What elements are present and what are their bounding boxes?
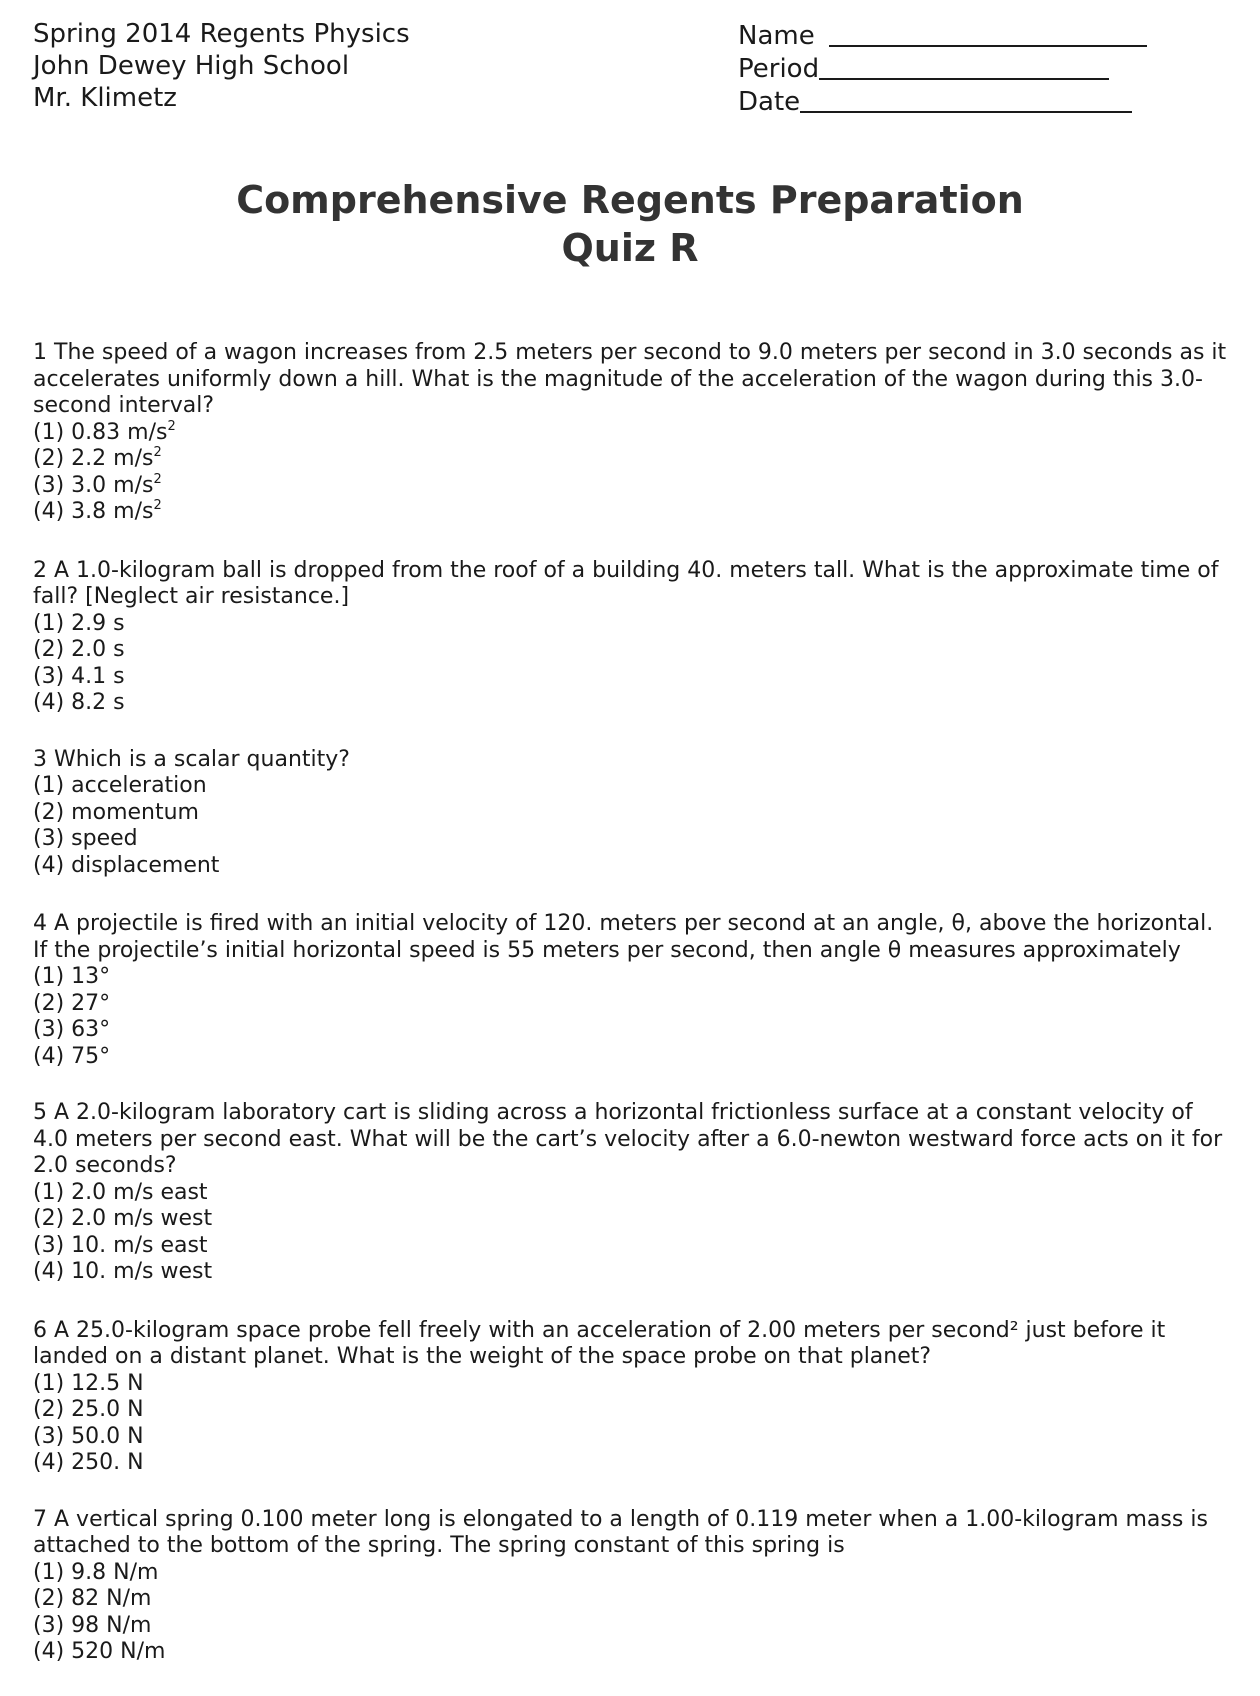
choice-text: acceleration	[71, 773, 207, 798]
answer-choice	[33, 1259, 1228, 1286]
choice-label: (3)	[33, 663, 65, 689]
answer-choice	[33, 1450, 1228, 1477]
question-text: A vertical spring 0.100 meter long is elongated to a length of 0.119 meter when a 1.00-kilogram mass is attached to the bottom of the spring. The spring constant of this spring is	[33, 1506, 1215, 1558]
answer-choice	[33, 664, 1228, 691]
choice-label: (3)	[33, 826, 65, 851]
choice-text: 10. m/s west	[71, 1259, 213, 1284]
choice-label: (2)	[33, 990, 65, 1016]
choice-text: 2.0 m/s west	[71, 1206, 213, 1231]
choice-text: 0.83 m/s	[71, 419, 168, 445]
period-label: Period	[738, 54, 820, 84]
answer-choice	[33, 473, 1228, 500]
question-2	[33, 558, 1228, 717]
choice-text: 25.0 N	[71, 1397, 144, 1422]
choice-text: 4.1 s	[71, 663, 125, 689]
question-stem	[33, 1100, 1228, 1180]
quiz-title	[0, 176, 1260, 272]
unit-exponent: 2	[153, 471, 162, 487]
question-1	[33, 340, 1234, 526]
choice-label: (1)	[33, 1370, 65, 1396]
choice-label: (1)	[33, 964, 65, 989]
question-text: Which is a scalar quantity?	[54, 746, 350, 772]
choice-text: 12.5 N	[71, 1370, 144, 1396]
answer-choice	[33, 853, 1228, 880]
choice-label: (1)	[33, 1179, 65, 1205]
choice-label: (4)	[33, 499, 65, 524]
answer-choice	[33, 499, 1228, 526]
choice-label: (3)	[33, 472, 65, 498]
date-label: Date	[738, 87, 801, 117]
choice-text: 98 N/m	[71, 1612, 152, 1638]
question-list	[33, 340, 1234, 1666]
question-stem	[33, 340, 1234, 420]
answer-choice	[33, 446, 1228, 473]
question-text: A 1.0-kilogram ball is dropped from the roof of a building 40. meters tall. What is the approximate time of fall? [Neglect air resistance.]	[33, 557, 1226, 609]
answer-choice	[33, 964, 1228, 991]
school-name: John Dewey High School	[33, 51, 350, 81]
choice-label: (3)	[33, 1423, 65, 1449]
question-7	[33, 1507, 1228, 1666]
choice-text: 2.0 m/s east	[71, 1179, 208, 1205]
choice-label: (2)	[33, 1586, 65, 1611]
choice-text: 3.8 m/s	[71, 499, 154, 524]
student-info-fields	[738, 20, 1147, 119]
question-stem	[33, 747, 1228, 774]
name-field-row	[738, 20, 1147, 53]
choice-text: 8.2 s	[71, 690, 125, 715]
question-stem	[33, 911, 1228, 964]
answer-choice	[33, 690, 1228, 717]
answer-choice	[33, 991, 1228, 1018]
choice-label: (2)	[33, 446, 65, 471]
choice-label: (2)	[33, 1206, 65, 1231]
choice-label: (3)	[33, 1017, 65, 1042]
choice-text: 2.9 s	[71, 610, 125, 636]
choice-text: 3.0 m/s	[71, 472, 154, 498]
question-number: 6	[33, 1317, 47, 1343]
choice-text: speed	[71, 826, 138, 851]
choice-label: (1)	[33, 419, 65, 445]
choice-text: 82 N/m	[71, 1586, 152, 1611]
choice-text: 63°	[71, 1017, 111, 1042]
question-text: A projectile is fired with an initial velocity of 120. meters per second at an angle, θ, above the horizontal. If the projectile’s initial horizontal speed is 55 meters per second, then angle θ measures approximately	[33, 911, 1221, 963]
question-stem	[33, 1318, 1228, 1371]
date-field-row	[738, 86, 1147, 119]
choice-label: (2)	[33, 799, 65, 825]
question-5	[33, 1100, 1228, 1286]
choice-label: (3)	[33, 1612, 65, 1638]
choice-text: 13°	[71, 964, 111, 989]
answer-choice	[33, 1206, 1228, 1233]
answer-choice	[33, 637, 1228, 664]
choice-label: (1)	[33, 773, 65, 798]
title-line-2: Quiz R	[561, 226, 699, 270]
choice-text: 2.2 m/s	[71, 446, 154, 471]
choice-label: (4)	[33, 690, 65, 715]
choice-label: (2)	[33, 637, 65, 662]
choice-label: (4)	[33, 1639, 65, 1664]
answer-choice	[33, 826, 1228, 853]
question-stem	[33, 1507, 1228, 1560]
choice-text: 75°	[71, 1043, 111, 1069]
choice-text: 9.8 N/m	[71, 1559, 159, 1585]
teacher-name: Mr. Klimetz	[33, 83, 177, 113]
choice-text: 27°	[71, 990, 111, 1016]
question-stem	[33, 558, 1228, 611]
unit-exponent: 2	[153, 445, 162, 460]
answer-choice	[33, 1017, 1228, 1044]
choice-label: (1)	[33, 610, 65, 636]
choice-label: (4)	[33, 1259, 65, 1284]
answer-choice	[33, 1613, 1228, 1640]
choice-label: (2)	[33, 1397, 65, 1422]
choice-text: 520 N/m	[71, 1639, 166, 1664]
choice-text: 2.0 s	[71, 637, 125, 662]
question-number: 4	[33, 911, 47, 936]
answer-choice	[33, 1397, 1228, 1424]
answer-choice	[33, 773, 1228, 800]
answer-choice	[33, 1233, 1228, 1260]
choice-text: displacement	[71, 852, 220, 878]
answer-choice	[33, 800, 1228, 827]
question-number: 7	[33, 1506, 47, 1532]
choice-text: 10. m/s east	[71, 1232, 208, 1258]
answer-choice	[33, 1424, 1228, 1451]
title-line-1: Comprehensive Regents Preparation	[236, 178, 1024, 222]
unit-exponent: 2	[167, 418, 176, 434]
answer-choice	[33, 1560, 1228, 1587]
question-text: A 25.0-kilogram space probe fell freely with an acceleration of 2.00 meters per second² just before it landed on a distant planet. What is the weight of the space probe on that planet?	[33, 1317, 1173, 1369]
answer-choice	[33, 1044, 1228, 1071]
question-number: 2	[33, 557, 47, 583]
answer-choice	[33, 1639, 1228, 1666]
question-number: 3	[33, 746, 47, 772]
choice-label: (3)	[33, 1232, 65, 1258]
period-field-row	[738, 53, 1147, 86]
date-blank-line	[800, 87, 1132, 113]
answer-choice	[33, 1586, 1228, 1613]
choice-label: (1)	[33, 1559, 65, 1585]
question-6	[33, 1318, 1228, 1477]
question-text: A 2.0-kilogram laboratory cart is sliding across a horizontal frictionless surface at a constant velocity of 4.0 meters per second east. What will be the cart’s velocity after a 6.0-newton westward force acts on it for 2.0 seconds?	[33, 1100, 1230, 1178]
period-blank-line	[819, 54, 1109, 80]
choice-text: 250. N	[71, 1450, 144, 1475]
question-number: 1	[33, 340, 47, 365]
question-4	[33, 911, 1228, 1070]
name-label: Name	[738, 21, 815, 51]
course-info	[33, 18, 410, 114]
answer-choice	[33, 611, 1228, 638]
answer-choice	[33, 1371, 1228, 1398]
question-3	[33, 747, 1228, 880]
answer-choice	[33, 420, 1228, 447]
choice-label: (4)	[33, 852, 65, 878]
answer-choice	[33, 1180, 1228, 1207]
unit-exponent: 2	[153, 498, 162, 513]
question-number: 5	[33, 1100, 47, 1125]
choice-text: 50.0 N	[71, 1423, 144, 1449]
question-text: The speed of a wagon increases from 2.5 meters per second to 9.0 meters per second in 3.0 seconds as it accelerates uniformly down a hill. What is the magnitude of the acceleration of the wagon during this 3.0-second interval?	[33, 340, 1234, 418]
course-title: Spring 2014 Regents Physics	[33, 19, 410, 49]
choice-label: (4)	[33, 1043, 65, 1069]
choice-text: momentum	[71, 799, 199, 825]
choice-label: (4)	[33, 1450, 65, 1475]
name-blank-line	[829, 21, 1147, 47]
